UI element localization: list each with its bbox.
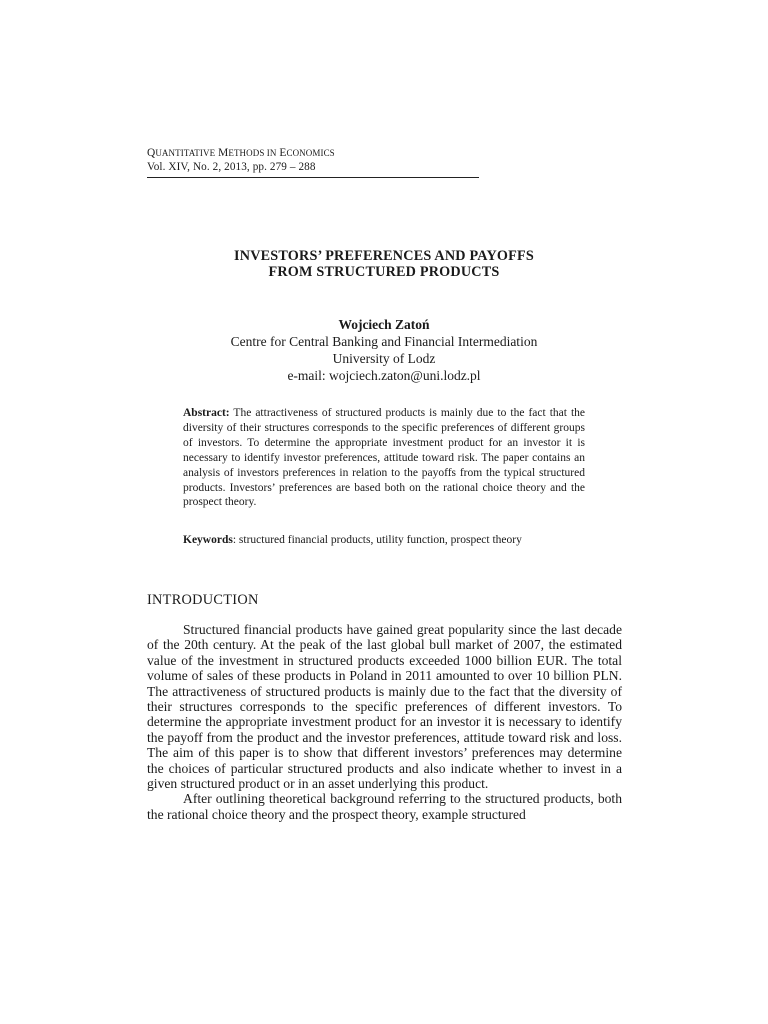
title-line-2: FROM STRUCTURED PRODUCTS — [268, 264, 500, 280]
title-line-1: INVESTORS’ PREFERENCES AND PAYOFFS — [234, 248, 534, 264]
abstract — [183, 406, 585, 510]
author-affiliation: Centre for Central Banking and Financial Intermediation — [230, 334, 538, 349]
paragraph: Structured financial products have gained great popularity since the last decade of the 20th century. At the peak of the last global bull market of 2007, the estimated value of the investment in structured products exceeded 1000 billion EUR. The total volume of sales of these products in Poland in 2011 amounted to over 10 billion PLN. The attractiveness of structured products is mainly due to the fact that the diversity of their structures corresponds to the specific preferences of different investors. To determine the appropriate investment product for an investor it is necessary to identify the payoff from the product and the investor preferences, attitude toward risk and loss. The aim of this paper is to show that different investors’ preferences may determine the choices of particular structured products and also indicate whether to invest in a given structured product or in an asset underlying this product. — [147, 622, 622, 792]
paper-title — [147, 248, 621, 280]
introduction-body — [147, 622, 622, 822]
section-heading-introduction: INTRODUCTION — [147, 592, 259, 608]
abstract-text: The attractiveness of structured products is mainly due to the fact that the diversity of their structures corresponds to the specific preferences of different groups of investors. To determine the appropriate investment product for an investor it is necessary to identify investor preferences, attitude toward risk. The paper contains an analysis of investors preferences in relation to the payoffs from the typical structured products. Investors’ preferences are based both on the rational choice theory and the prospect theory. — [183, 407, 585, 509]
paragraph: After outlining theoretical background referring to the structured products, both the rational choice theory and the prospect theory, example structured — [147, 791, 622, 822]
abstract-label: Abstract: — [183, 407, 230, 419]
journal-word: UANTITATIVE — [155, 148, 216, 158]
keywords-label: Keywords — [183, 534, 233, 546]
author-name: Wojciech Zatoń — [338, 317, 430, 332]
header-rule — [147, 177, 479, 178]
journal-initial: E — [279, 147, 287, 159]
journal-word: CONOMICS — [286, 148, 335, 158]
journal-header — [147, 146, 479, 174]
journal-name — [147, 146, 479, 160]
author-block — [147, 316, 621, 384]
journal-initial: Q — [147, 147, 156, 159]
author-university: University of Lodz — [332, 351, 436, 366]
author-email: e-mail: wojciech.zaton@uni.lodz.pl — [287, 368, 481, 383]
keywords-text: : structured financial products, utility function, prospect theory — [232, 534, 522, 546]
journal-initial: M — [218, 147, 229, 159]
journal-volume: Vol. XIV, No. 2, 2013, pp. 279 – 288 — [147, 161, 316, 173]
keywords — [183, 533, 603, 548]
journal-word: ETHODS IN — [228, 148, 277, 158]
